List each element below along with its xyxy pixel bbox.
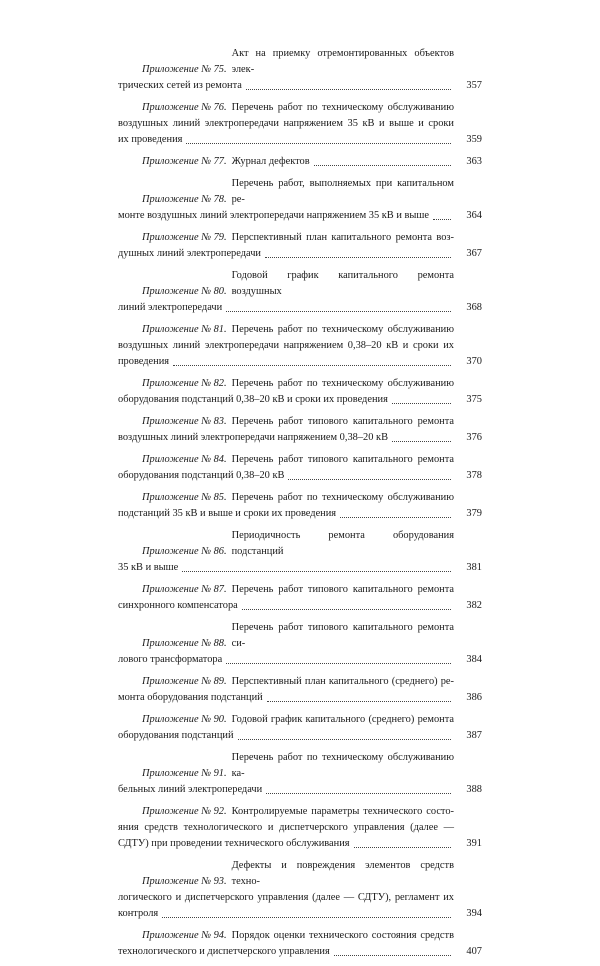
dot-leader [226, 662, 451, 664]
page-number: 368 [466, 302, 482, 313]
appendix-number: Приложение № 78. [142, 194, 227, 205]
toc-entry-line [118, 750, 482, 782]
dot-leader [266, 792, 451, 794]
toc-entry [118, 712, 482, 744]
toc-entry-line [118, 376, 482, 392]
toc-entry-last-line [118, 300, 482, 316]
entry-title-text: Перечень работ по техническому обслуживанию [231, 102, 454, 113]
dot-leader [226, 310, 451, 312]
dot-leader [392, 440, 451, 442]
entry-title-text: Перечень работ по техническому обслуживанию [231, 324, 454, 335]
toc-entry [118, 674, 482, 706]
toc-entry [118, 620, 482, 668]
page-number: 387 [466, 730, 482, 741]
entry-title-text: воздушных линий электропередачи напряжением 35 кВ и выше и сроки [118, 118, 454, 129]
toc-entry [118, 490, 482, 522]
page-number: 359 [466, 134, 482, 145]
toc-entry-line [118, 230, 482, 246]
dot-leader [162, 916, 451, 918]
dot-leader [242, 608, 451, 610]
page-number: 386 [466, 692, 482, 703]
page-number: 378 [466, 470, 482, 481]
page-number: 363 [466, 156, 482, 167]
appendix-number: Приложение № 75. [142, 64, 227, 75]
toc-entry [118, 414, 482, 446]
entry-title-text: 35 кВ и выше [118, 562, 179, 573]
page-number: 381 [466, 562, 482, 573]
entry-title-text: воздушных линий электропередачи напряжением 0,38–20 кВ и сроки их [118, 340, 454, 351]
entry-title-text: Перечень работ по техническому обслуживанию [231, 378, 454, 389]
toc-entry-last-line [118, 652, 482, 668]
entry-title-text: Журнал дефектов [231, 156, 310, 167]
page-number: 379 [466, 508, 482, 519]
page-number: 382 [466, 600, 482, 611]
entry-title-text: Перечень работ, выполняемых при капитальном ре- [231, 178, 454, 205]
toc-entry-last-line [118, 782, 482, 798]
toc-entry [118, 154, 482, 170]
dot-leader [314, 164, 451, 166]
appendix-number: Приложение № 77. [142, 156, 227, 167]
dot-leader [186, 142, 451, 144]
dot-leader [288, 478, 451, 480]
page-number: 407 [466, 946, 482, 957]
toc-entry-last-line [118, 78, 482, 94]
entry-title-text: трических сетей из ремонта [118, 80, 242, 91]
toc-entry [118, 376, 482, 408]
entry-title-text: подстанций 35 кВ и выше и сроки их проведения [118, 508, 337, 519]
dot-leader [340, 516, 451, 518]
page-number: 391 [466, 838, 482, 849]
appendix-number: Приложение № 88. [142, 638, 227, 649]
toc-entry-line [118, 490, 482, 506]
appendix-number: Приложение № 84. [142, 454, 227, 465]
toc-entry-line [118, 620, 482, 652]
toc-entry-last-line [118, 506, 482, 522]
toc-entry-last-line [118, 154, 482, 170]
appendix-number: Приложение № 85. [142, 492, 227, 503]
toc-entry [118, 452, 482, 484]
entry-title-text: проведения [118, 356, 170, 367]
toc-entry-line [118, 674, 482, 690]
appendix-number: Приложение № 86. [142, 546, 227, 557]
toc-entry-line [118, 712, 482, 728]
entry-title-text: их проведения [118, 134, 183, 145]
page-number: 394 [466, 908, 482, 919]
entry-title-text: технологического и диспетчерского управления [118, 946, 330, 957]
toc-entry-line [118, 322, 482, 338]
toc-entry [118, 804, 482, 852]
entry-title-text: Перечень работ типового капитального ремонта си- [231, 622, 454, 649]
toc-entry-line [118, 268, 482, 300]
dot-leader [267, 700, 451, 702]
entry-title-text: Перечень работ типового капитального ремонта [231, 584, 454, 595]
dot-leader [173, 364, 451, 366]
toc-entry [118, 322, 482, 370]
page-number: 388 [466, 784, 482, 795]
toc-entry-line [118, 116, 482, 132]
entry-title-text: линий электропередачи [118, 302, 223, 313]
dot-leader [392, 402, 451, 404]
toc-entry-last-line [118, 598, 482, 614]
toc-entry [118, 268, 482, 316]
entry-title-text: Дефекты и повреждения элементов средств техно- [231, 860, 454, 887]
toc-entry [118, 176, 482, 224]
entry-title-text: бельных линий электропередачи [118, 784, 263, 795]
entry-title-text: контроля [118, 908, 159, 919]
page-number: 364 [466, 210, 482, 221]
toc-entry [118, 528, 482, 576]
toc-entry [118, 928, 482, 960]
page-number: 367 [466, 248, 482, 259]
toc-entry-line [118, 804, 482, 820]
page-number: 384 [466, 654, 482, 665]
entry-title-text: душных линий электропередачи [118, 248, 261, 259]
appendix-number: Приложение № 76. [142, 102, 227, 113]
toc-entry [118, 858, 482, 922]
toc-entry-line [118, 338, 482, 354]
dot-leader [265, 256, 451, 258]
toc-entry-line [118, 46, 482, 78]
table-of-contents [118, 46, 482, 966]
appendix-number: Приложение № 81. [142, 324, 227, 335]
entry-title-text: Перечень работ типового капитального ремонта [231, 416, 454, 427]
toc-entry-last-line [118, 246, 482, 262]
entry-title-text: Перечень работ по техническому обслуживанию [231, 492, 454, 503]
page-number: 376 [466, 432, 482, 443]
appendix-number: Приложение № 90. [142, 714, 227, 725]
entry-title-text: воздушных линий электропередачи напряжением 0,38–20 кВ [118, 432, 389, 443]
entry-title-text: Акт на приемку отремонтированных объектов элек- [231, 48, 454, 75]
appendix-number: Приложение № 80. [142, 286, 227, 297]
dot-leader [334, 954, 451, 956]
entry-title-text: Годовой график капитального (среднего) ремонта [231, 714, 454, 725]
appendix-number: Приложение № 94. [142, 930, 227, 941]
entry-title-text: лового трансформатора [118, 654, 223, 665]
dot-leader [238, 738, 451, 740]
toc-entry [118, 100, 482, 148]
appendix-number: Приложение № 82. [142, 378, 227, 389]
entry-title-text: Перспективный план капитального (среднего) ре- [231, 676, 454, 687]
toc-entry-last-line [118, 354, 482, 370]
toc-entry-line [118, 890, 482, 906]
entry-title-text: СДТУ) при проведении технического обслуживания [118, 838, 350, 849]
toc-entry [118, 46, 482, 94]
toc-entry-line [118, 176, 482, 208]
toc-entry-last-line [118, 728, 482, 744]
toc-entry-line [118, 928, 482, 944]
entry-title-text: синхронного компенсатора [118, 600, 238, 611]
toc-entry [118, 750, 482, 798]
entry-title-text: Годовой график капитального ремонта воздушных [231, 270, 454, 297]
toc-entry [118, 230, 482, 262]
entry-title-text: Перечень работ типового капитального ремонта [231, 454, 454, 465]
toc-entry-last-line [118, 468, 482, 484]
appendix-number: Приложение № 87. [142, 584, 227, 595]
appendix-number: Приложение № 92. [142, 806, 227, 817]
toc-entry-last-line [118, 906, 482, 922]
page-number: 370 [466, 356, 482, 367]
toc-entry-last-line [118, 560, 482, 576]
appendix-number: Приложение № 89. [142, 676, 227, 687]
dot-leader [246, 88, 451, 90]
appendix-number: Приложение № 91. [142, 768, 227, 779]
toc-entry-last-line [118, 208, 482, 224]
toc-entry-line [118, 452, 482, 468]
appendix-number: Приложение № 83. [142, 416, 227, 427]
entry-title-text: Перечень работ по техническому обслуживанию ка- [231, 752, 454, 779]
entry-title-text: Порядок оценки технического состояния средств [231, 930, 454, 941]
toc-entry-line [118, 858, 482, 890]
toc-entry-last-line [118, 690, 482, 706]
toc-entry [118, 582, 482, 614]
entry-title-text: оборудования подстанций 0,38–20 кВ [118, 470, 285, 481]
toc-entry-line [118, 820, 482, 836]
entry-title-text: Периодичность ремонта оборудования подстанций [231, 530, 454, 557]
entry-title-text: Контролируемые параметры технического состо- [231, 806, 454, 817]
entry-title-text: яния средств технологического и диспетчерского управления (далее — [118, 822, 454, 833]
appendix-number: Приложение № 79. [142, 232, 227, 243]
entry-title-text: оборудования подстанций [118, 730, 234, 741]
page-number: 375 [466, 394, 482, 405]
toc-entry-last-line [118, 430, 482, 446]
dot-leader [182, 570, 451, 572]
toc-entry-line [118, 414, 482, 430]
toc-entry-last-line [118, 944, 482, 960]
appendix-number: Приложение № 93. [142, 876, 227, 887]
toc-entry-line [118, 582, 482, 598]
toc-entry-last-line [118, 132, 482, 148]
entry-title-text: Перспективный план капитального ремонта воз- [231, 232, 454, 243]
entry-title-text: монте воздушных линий электропередачи напряжением 35 кВ и выше [118, 210, 429, 221]
page-number: 357 [466, 80, 482, 91]
toc-entry-line [118, 100, 482, 116]
entry-title-text: оборудования подстанций 0,38–20 кВ и сроки их проведения [118, 394, 388, 405]
entry-title-text: монта оборудования подстанций [118, 692, 263, 703]
entry-title-text: логического и диспетчерского управления (далее — СДТУ), регламент их [118, 892, 454, 903]
toc-entry-last-line [118, 836, 482, 852]
dot-leader [354, 846, 451, 848]
toc-entry-last-line [118, 392, 482, 408]
dot-leader [433, 218, 451, 220]
toc-entry-line [118, 528, 482, 560]
